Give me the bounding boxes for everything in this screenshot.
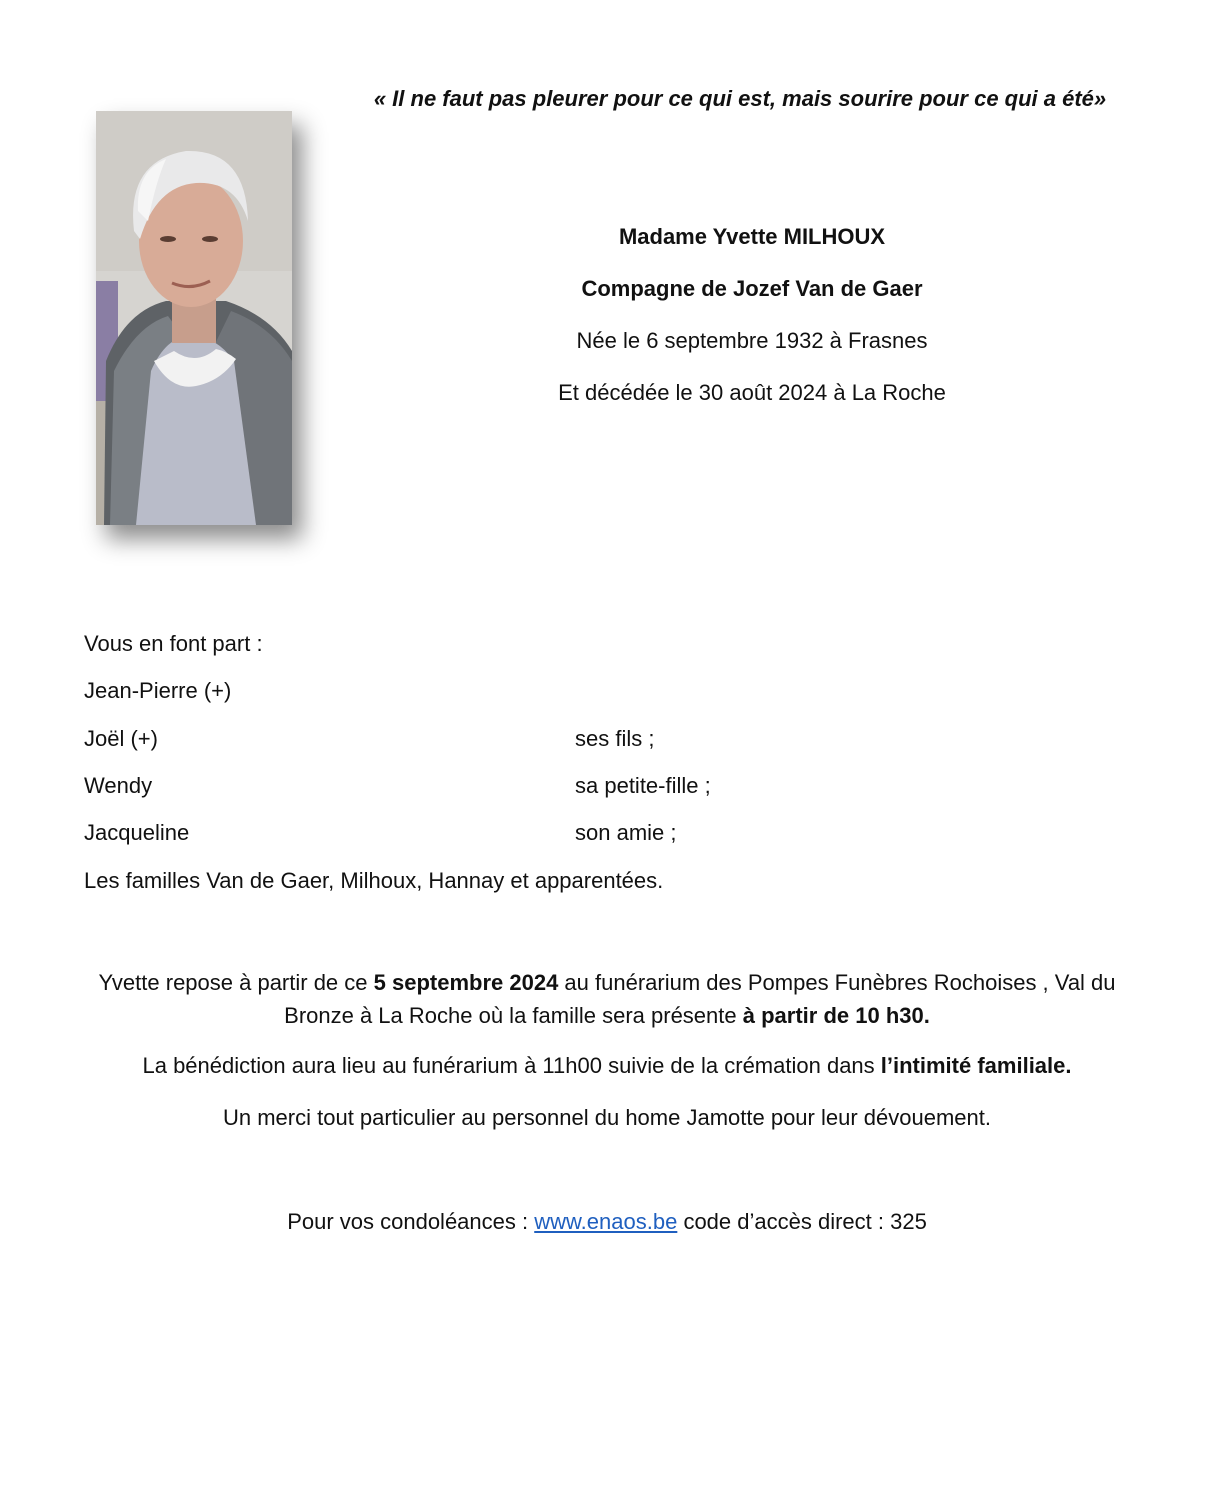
companion-line: Compagne de Jozef Van de Gaer — [581, 276, 923, 301]
benediction-bold: l’intimité familiale. — [880, 1053, 1072, 1078]
family-member-name: Jacqueline — [84, 820, 190, 845]
repose-time: à partir de 10 h30. — [742, 1003, 930, 1028]
birth-line: Née le 6 septembre 1932 à Frasnes — [576, 328, 928, 353]
family-member-relation: ses fils ; — [575, 726, 655, 751]
condolences-suffix: code d’accès direct : 325 — [677, 1209, 927, 1234]
family-member-name: Wendy — [84, 773, 153, 798]
repose-text-1: Yvette repose à partir de ce — [98, 970, 374, 995]
benediction-text: La bénédiction aura lieu au funérarium à 11h00 suivie de la crémation dans — [142, 1053, 881, 1078]
repose-date: 5 septembre 2024 — [373, 970, 559, 995]
condolences-line — [80, 1209, 1134, 1235]
portrait-photo — [96, 111, 292, 525]
epitaph-quote: « Il ne faut pas pleurer pour ce qui est, mais sourire pour ce qui a été» — [373, 86, 1107, 111]
repose-text-2: au funérarium des Pompes Funèbres Rochoises , Val du Bronze à La Roche où la famille sera présente — [284, 970, 1116, 1028]
death-line: Et décédée le 30 août 2024 à La Roche — [558, 380, 946, 405]
family-member-name: Jean-Pierre (+) — [84, 678, 232, 703]
benediction-paragraph — [80, 1053, 1134, 1079]
family-member-relation: sa petite-fille ; — [575, 773, 711, 798]
family-member-relation: son amie ; — [575, 820, 677, 845]
family-member-name: Joël (+) — [84, 726, 158, 751]
condolences-prefix: Pour vos condoléances : — [287, 1209, 535, 1234]
condolences-link[interactable]: www.enaos.be — [534, 1209, 678, 1234]
repose-paragraph — [80, 966, 1134, 1032]
deceased-name: Madame Yvette MILHOUX — [618, 224, 886, 249]
announcement-intro: Vous en font part : — [84, 631, 263, 656]
families-line: Les familles Van de Gaer, Milhoux, Hannay et apparentées. — [84, 868, 664, 893]
thanks-paragraph: Un merci tout particulier au personnel du home Jamotte pour leur dévouement. — [223, 1105, 991, 1130]
